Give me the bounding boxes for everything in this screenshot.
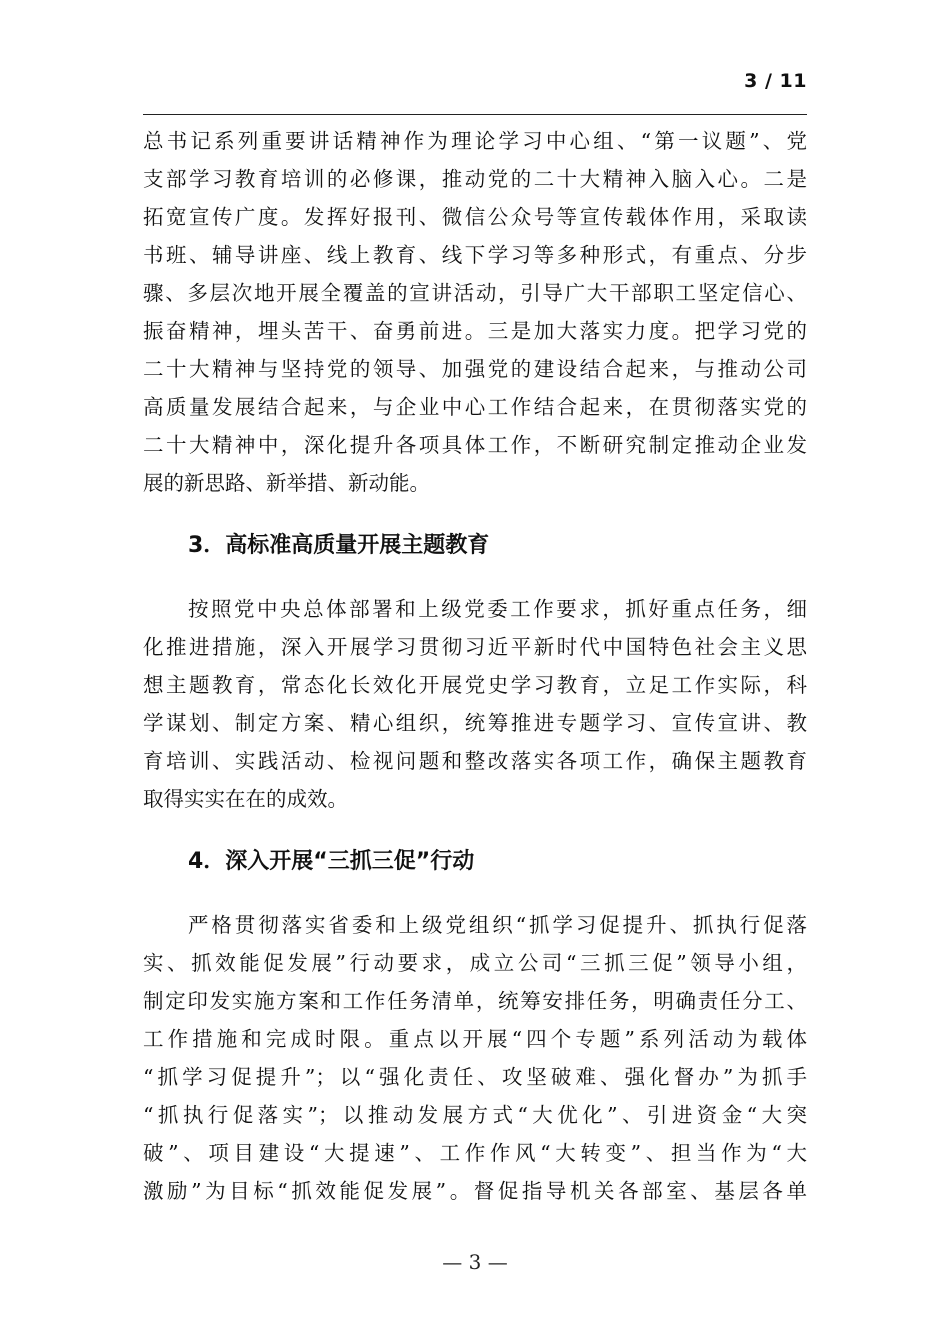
text-line: 二十大精神中，深化提升各项具体工作，不断研究制定推动企业发 xyxy=(143,433,807,457)
text-line: 化推进措施，深入开展学习贯彻习近平新时代中国特色社会主义思 xyxy=(143,635,807,659)
text-line: 育培训、实践活动、检视问题和整改落实各项工作，确保主题教育 xyxy=(143,749,807,773)
text-line: 想主题教育，常态化长效化开展党史学习教育，立足工作实际，科 xyxy=(143,673,807,697)
text-line: 激励”为目标“抓效能促发展”。督促指导机关各部室、基层各单 xyxy=(143,1179,807,1203)
text-line: 工作措施和完成时限。重点以开展“四个专题”系列活动为载体 xyxy=(143,1027,807,1051)
text-line: 破”、项目建设“大提速”、工作作风“大转变”、担当作为“大 xyxy=(143,1141,807,1165)
text-line: 二十大精神与坚持党的领导、加强党的建设结合起来，与推动公司 xyxy=(143,357,807,381)
section-4-paragraph xyxy=(143,906,807,1210)
text-line: 总书记系列重要讲话精神作为理论学习中心组、“第一议题”、党 xyxy=(143,129,807,153)
text-line: 支部学习教育培训的必修课，推动党的二十大精神入脑入心。二是 xyxy=(143,167,807,191)
text-line: 书班、辅导讲座、线上教育、线下学习等多种形式，有重点、分步 xyxy=(143,243,807,267)
text-line: “抓执行促落实”；以推动发展方式“大优化”、引进资金“大突 xyxy=(143,1103,807,1127)
text-line: 振奋精神，埋头苦干、奋勇前进。三是加大落实力度。把学习党的 xyxy=(143,319,807,343)
text-line: 拓宽宣传广度。发挥好报刊、微信公众号等宣传载体作用，采取读 xyxy=(143,205,807,229)
header-rule xyxy=(143,114,807,115)
section-heading-4: 4．深入开展“三抓三促”行动 xyxy=(188,849,475,874)
paragraph-continuation xyxy=(143,122,807,502)
text-line: 按照党中央总体部署和上级党委工作要求，抓好重点任务，细 xyxy=(188,597,807,621)
text-line: 取得实实在在的成效。 xyxy=(143,787,348,811)
text-line: 学谋划、制定方案、精心组织，统筹推进专题学习、宣传宣讲、教 xyxy=(143,711,807,735)
text-line: “抓学习促提升”；以“强化责任、攻坚破难、强化督办”为抓手 xyxy=(143,1065,807,1089)
text-line: 严格贯彻落实省委和上级党组织“抓学习促提升、抓执行促落 xyxy=(188,913,807,937)
section-heading-3: 3．高标准高质量开展主题教育 xyxy=(188,533,490,558)
text-line: 制定印发实施方案和工作任务清单，统筹安排任务，明确责任分工、 xyxy=(143,989,807,1013)
page-counter: 3 / 11 xyxy=(744,70,807,92)
text-line: 展的新思路、新举措、新动能。 xyxy=(143,471,430,495)
text-line: 骤、多层次地开展全覆盖的宣讲活动，引导广大干部职工坚定信心、 xyxy=(143,281,807,305)
text-line: 高质量发展结合起来，与企业中心工作结合起来，在贯彻落实党的 xyxy=(143,395,807,419)
section-3-paragraph xyxy=(143,590,807,818)
document-body xyxy=(143,122,807,1210)
text-line: 实、抓效能促发展”行动要求，成立公司“三抓三促”领导小组， xyxy=(143,951,807,975)
page-number: — 3 — xyxy=(442,1250,508,1274)
